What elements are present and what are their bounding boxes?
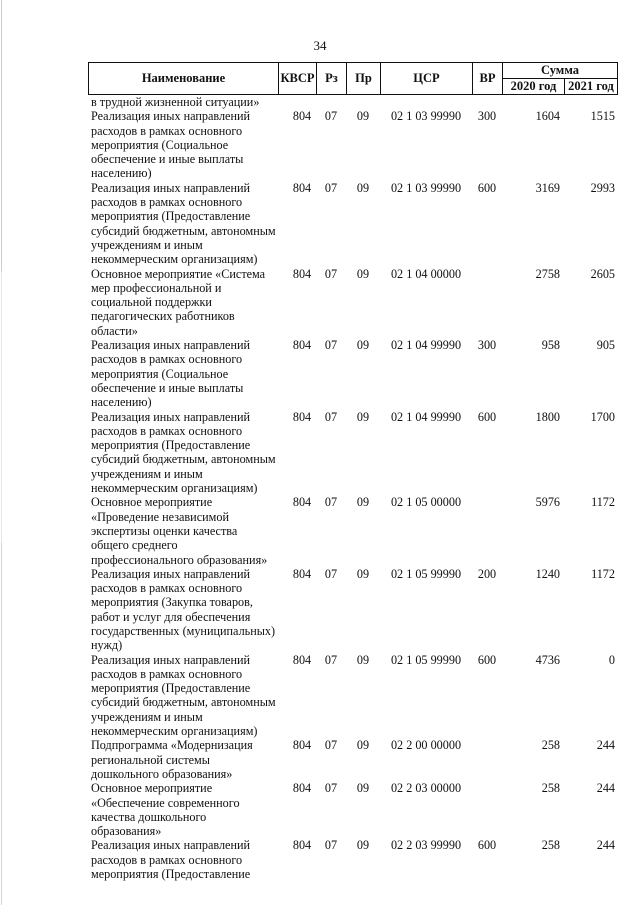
- row-sum-2020: 1800: [535, 409, 560, 424]
- table-body: [88, 95, 617, 881]
- row-csr: 02 1 05 00000: [390, 495, 462, 510]
- header-rz: Рз: [317, 63, 347, 95]
- row-sum-2020: 1240: [535, 566, 560, 581]
- row-name: Реализация иных направлений расходов в рамках основного мероприятия (Социальное обеспечение и иные выплаты населению): [91, 109, 251, 181]
- row-pr: 09: [356, 566, 370, 581]
- row-kvsr: 804: [292, 109, 312, 124]
- row-sum-2020: 258: [541, 838, 560, 853]
- row-name: Реализация иных направлений расходов в рамках основного мероприятия (Социальное обеспечение и иные выплаты населению): [91, 338, 251, 410]
- row-sum-2021: 1172: [591, 566, 615, 581]
- row-rz: 07: [324, 652, 338, 667]
- row-name: Реализация иных направлений расходов в рамках основного мероприятия (Предоставление субсидий бюджетным, автономным учреждениям и иным некоммерческим организациям): [91, 180, 276, 267]
- row-csr: 02 1 03 99990: [390, 109, 462, 124]
- page-number: 34: [313, 38, 327, 53]
- row-rz: 07: [324, 495, 338, 510]
- header-year-2021: 2021 год: [565, 79, 618, 95]
- header-csr: ЦСР: [381, 63, 473, 95]
- row-csr: 02 2 00 00000: [390, 738, 462, 753]
- row-csr: 02 2 03 00000: [390, 781, 462, 796]
- row-rz: 07: [324, 566, 338, 581]
- table-row: [88, 109, 617, 180]
- row-csr: 02 1 05 99990: [390, 566, 462, 581]
- budget-table: [88, 62, 617, 881]
- header-name: Наименование: [89, 63, 279, 95]
- row-sum-2021: 244: [596, 781, 615, 796]
- row-name: Реализация иных направлений расходов в рамках основного мероприятия (Предоставление: [91, 838, 251, 882]
- table-row: [88, 653, 617, 739]
- row-pr: 09: [356, 495, 370, 510]
- table-row: [88, 267, 617, 338]
- row-vr: 200: [477, 566, 497, 581]
- row-rz: 07: [324, 838, 338, 853]
- row-pr: 09: [356, 838, 370, 853]
- row-kvsr: 804: [292, 266, 312, 281]
- row-sum-2020: 2758: [535, 266, 560, 281]
- row-kvsr: 804: [292, 838, 312, 853]
- row-sum-2020: 958: [541, 338, 560, 353]
- row-vr: 300: [477, 109, 497, 124]
- row-kvsr: 804: [292, 781, 312, 796]
- row-pr: 09: [356, 180, 370, 195]
- row-vr: 600: [477, 180, 497, 195]
- row-sum-2021: 2993: [590, 180, 615, 195]
- row-kvsr: 804: [292, 652, 312, 667]
- row-pr: 09: [356, 652, 370, 667]
- row-sum-2020: 4736: [535, 652, 560, 667]
- row-sum-2020: 258: [541, 738, 560, 753]
- row-sum-2020: 1604: [535, 109, 560, 124]
- row-sum-2021: 1700: [590, 409, 615, 424]
- header-sum: Сумма: [503, 63, 618, 79]
- row-kvsr: 804: [292, 566, 312, 581]
- row-pr: 09: [356, 266, 370, 281]
- row-sum-2020: 258: [541, 781, 560, 796]
- row-sum-2021: 244: [596, 738, 615, 753]
- row-csr: 02 1 04 99990: [390, 409, 462, 424]
- row-csr: 02 1 03 99990: [390, 180, 462, 195]
- row-sum-2021: 1172: [591, 495, 615, 510]
- row-rz: 07: [324, 781, 338, 796]
- scan-edge: [1, 0, 2, 905]
- row-name: Основное мероприятие «Проведение независимой экспертизы оценки качества общего среднего профессионального образования»: [91, 495, 268, 567]
- row-pr: 09: [356, 338, 370, 353]
- header-pr: Пр: [347, 63, 381, 95]
- row-rz: 07: [324, 738, 338, 753]
- row-csr: 02 1 04 99990: [390, 338, 462, 353]
- row-pr: 09: [356, 781, 370, 796]
- row-name: Основное мероприятие «Система мер профессиональной и социальной поддержки педагогических работников области»: [91, 266, 266, 338]
- row-rz: 07: [324, 180, 338, 195]
- table-row: [88, 338, 617, 409]
- row-kvsr: 804: [292, 738, 312, 753]
- row-sum-2021: 0: [608, 652, 615, 667]
- table-row: [88, 838, 617, 881]
- row-sum-2021: 244: [596, 838, 615, 853]
- row-vr: 600: [477, 838, 497, 853]
- row-name: Реализация иных направлений расходов в рамках основного мероприятия (Закупка товаров, работ и услуг для обеспечения государственных (муниципальных) нужд): [91, 566, 276, 653]
- row-sum-2020: 3169: [535, 180, 560, 195]
- row-kvsr: 804: [292, 338, 312, 353]
- row-csr: 02 1 04 00000: [390, 266, 462, 281]
- table-header: [88, 62, 618, 95]
- row-kvsr: 804: [292, 409, 312, 424]
- row-rz: 07: [324, 338, 338, 353]
- table-row: [88, 95, 617, 109]
- table-row: [88, 738, 617, 781]
- row-sum-2021: 2605: [590, 266, 615, 281]
- row-pr: 09: [356, 109, 370, 124]
- header-kvsr: КВСР: [279, 63, 317, 95]
- row-name: в трудной жизненной ситуации»: [91, 95, 260, 109]
- row-csr: 02 1 05 99990: [390, 652, 462, 667]
- table-row: [88, 410, 617, 496]
- row-vr: 600: [477, 652, 497, 667]
- row-name: Подпрограмма «Модернизация региональной системы дошкольного образования»: [91, 738, 253, 781]
- row-name: Реализация иных направлений расходов в рамках основного мероприятия (Предоставление субсидий бюджетным, автономным учреждениям и иным некоммерческим организациям): [91, 409, 276, 496]
- row-sum-2021: 905: [596, 338, 615, 353]
- row-pr: 09: [356, 738, 370, 753]
- header-vr: ВР: [473, 63, 503, 95]
- header-year-2020: 2020 год: [503, 79, 565, 95]
- table-row: [88, 567, 617, 653]
- row-csr: 02 2 03 99990: [390, 838, 462, 853]
- table-row: [88, 181, 617, 267]
- row-name: Основное мероприятие «Обеспечение современного качества дошкольного образования»: [91, 781, 240, 839]
- row-rz: 07: [324, 409, 338, 424]
- row-sum-2020: 5976: [535, 495, 560, 510]
- table-row: [88, 781, 617, 838]
- table-row: [88, 495, 617, 566]
- row-name: Реализация иных направлений расходов в рамках основного мероприятия (Предоставление субсидий бюджетным, автономным учреждениям и иным некоммерческим организациям): [91, 652, 276, 739]
- row-vr: 300: [477, 338, 497, 353]
- row-pr: 09: [356, 409, 370, 424]
- row-kvsr: 804: [292, 180, 312, 195]
- row-rz: 07: [324, 109, 338, 124]
- row-kvsr: 804: [292, 495, 312, 510]
- row-sum-2021: 1515: [590, 109, 615, 124]
- row-rz: 07: [324, 266, 338, 281]
- row-vr: 600: [477, 409, 497, 424]
